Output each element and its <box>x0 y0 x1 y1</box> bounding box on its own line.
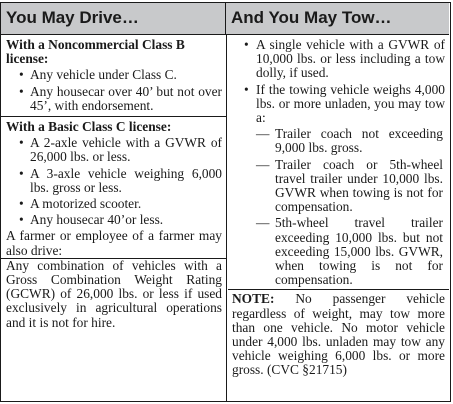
note-paragraph <box>228 290 449 377</box>
dash-icon: — <box>256 215 270 231</box>
sub-list-item-text: 5th-wheel travel trailer exceeding 10,000 lbs. but not exceeding 15,000 lbs. GVWR, when towing is not for compensation. <box>275 215 443 288</box>
list-item-text: Any housecar 40’or less. <box>30 212 164 228</box>
list-item-text: A single vehicle with a GVWR of 10,000 lbs. or less including a tow dolly, if used. <box>256 37 445 81</box>
bullet-icon: • <box>19 83 24 99</box>
list-item <box>1 85 226 113</box>
tow-list <box>228 38 449 287</box>
note-text: No passenger vehicle regardless of weight, may tow more than one vehicle. No motor vehicle under 4,000 lbs. unladen may tow any vehicle weighing 6,000 lbs. or more gross. (CVC §21715) <box>232 291 445 378</box>
sub-list-item-text: Trailer coach not exceeding 9,000 lbs. gross. <box>275 126 443 156</box>
bullet-icon: • <box>19 67 24 83</box>
drive-column <box>1 35 226 330</box>
list-item <box>1 68 226 82</box>
tow-column <box>228 35 449 378</box>
list-item <box>1 136 226 164</box>
list-item <box>1 167 226 195</box>
list-item-text: Any vehicle under Class C. <box>30 67 177 83</box>
list-item <box>228 38 449 81</box>
license-table <box>0 2 451 402</box>
dash-icon: — <box>256 126 270 142</box>
sub-list-item <box>256 158 445 215</box>
bullet-icon: • <box>244 81 249 97</box>
dash-icon: — <box>256 156 270 172</box>
sub-list-item <box>256 127 445 155</box>
column-divider <box>226 35 227 401</box>
bullet-icon: • <box>19 135 24 151</box>
basic-class-c-title: With a Basic Class C license: <box>6 119 172 135</box>
list-item-text: A motorized scooter. <box>30 196 142 212</box>
bullet-icon: • <box>19 165 24 181</box>
tow-sublist <box>256 127 445 287</box>
note-label: NOTE: <box>232 291 275 307</box>
noncommercial-class-b-title: With a Noncommercial Class B license: <box>6 37 185 67</box>
header-you-may-drive: You May Drive… <box>1 3 226 35</box>
list-item <box>1 197 226 211</box>
noncommercial-class-b-list <box>1 68 226 113</box>
bullet-icon: • <box>19 196 24 212</box>
list-item <box>1 213 226 227</box>
bullet-icon: • <box>19 212 24 228</box>
list-item-text: Any housecar over 40’ but not over 45’, with endorsement. <box>30 83 222 113</box>
list-item-text: If the towing vehicle weighs 4,000 lbs. or more unladen, you may tow a: <box>256 81 445 126</box>
farmer-combination-text: Any combination of vehicles with a Gross Combination Weight Rating (GCWR) of 26,000 lbs. or less if used exclusively in agricultural operations and it is not for hire. <box>6 257 222 330</box>
sub-list-item <box>256 216 445 287</box>
farmer-intro: A farmer or employee of a farmer may also drive: <box>6 228 222 258</box>
list-item-text: A 2-axle vehicle with a GVWR of 26,000 lbs. or less. <box>30 135 222 165</box>
bullet-icon: • <box>244 37 249 52</box>
basic-class-c-list <box>1 136 226 227</box>
list-item <box>228 83 449 288</box>
sub-list-item-text: Trailer coach or 5th-wheel travel trailer under 10,000 lbs. GVWR when towing is not for compensation. <box>275 156 443 215</box>
list-item-text: A 3-axle vehicle weighing 6,000 lbs. gross or less. <box>30 165 222 195</box>
header-you-may-tow: And You May Tow… <box>226 3 449 35</box>
